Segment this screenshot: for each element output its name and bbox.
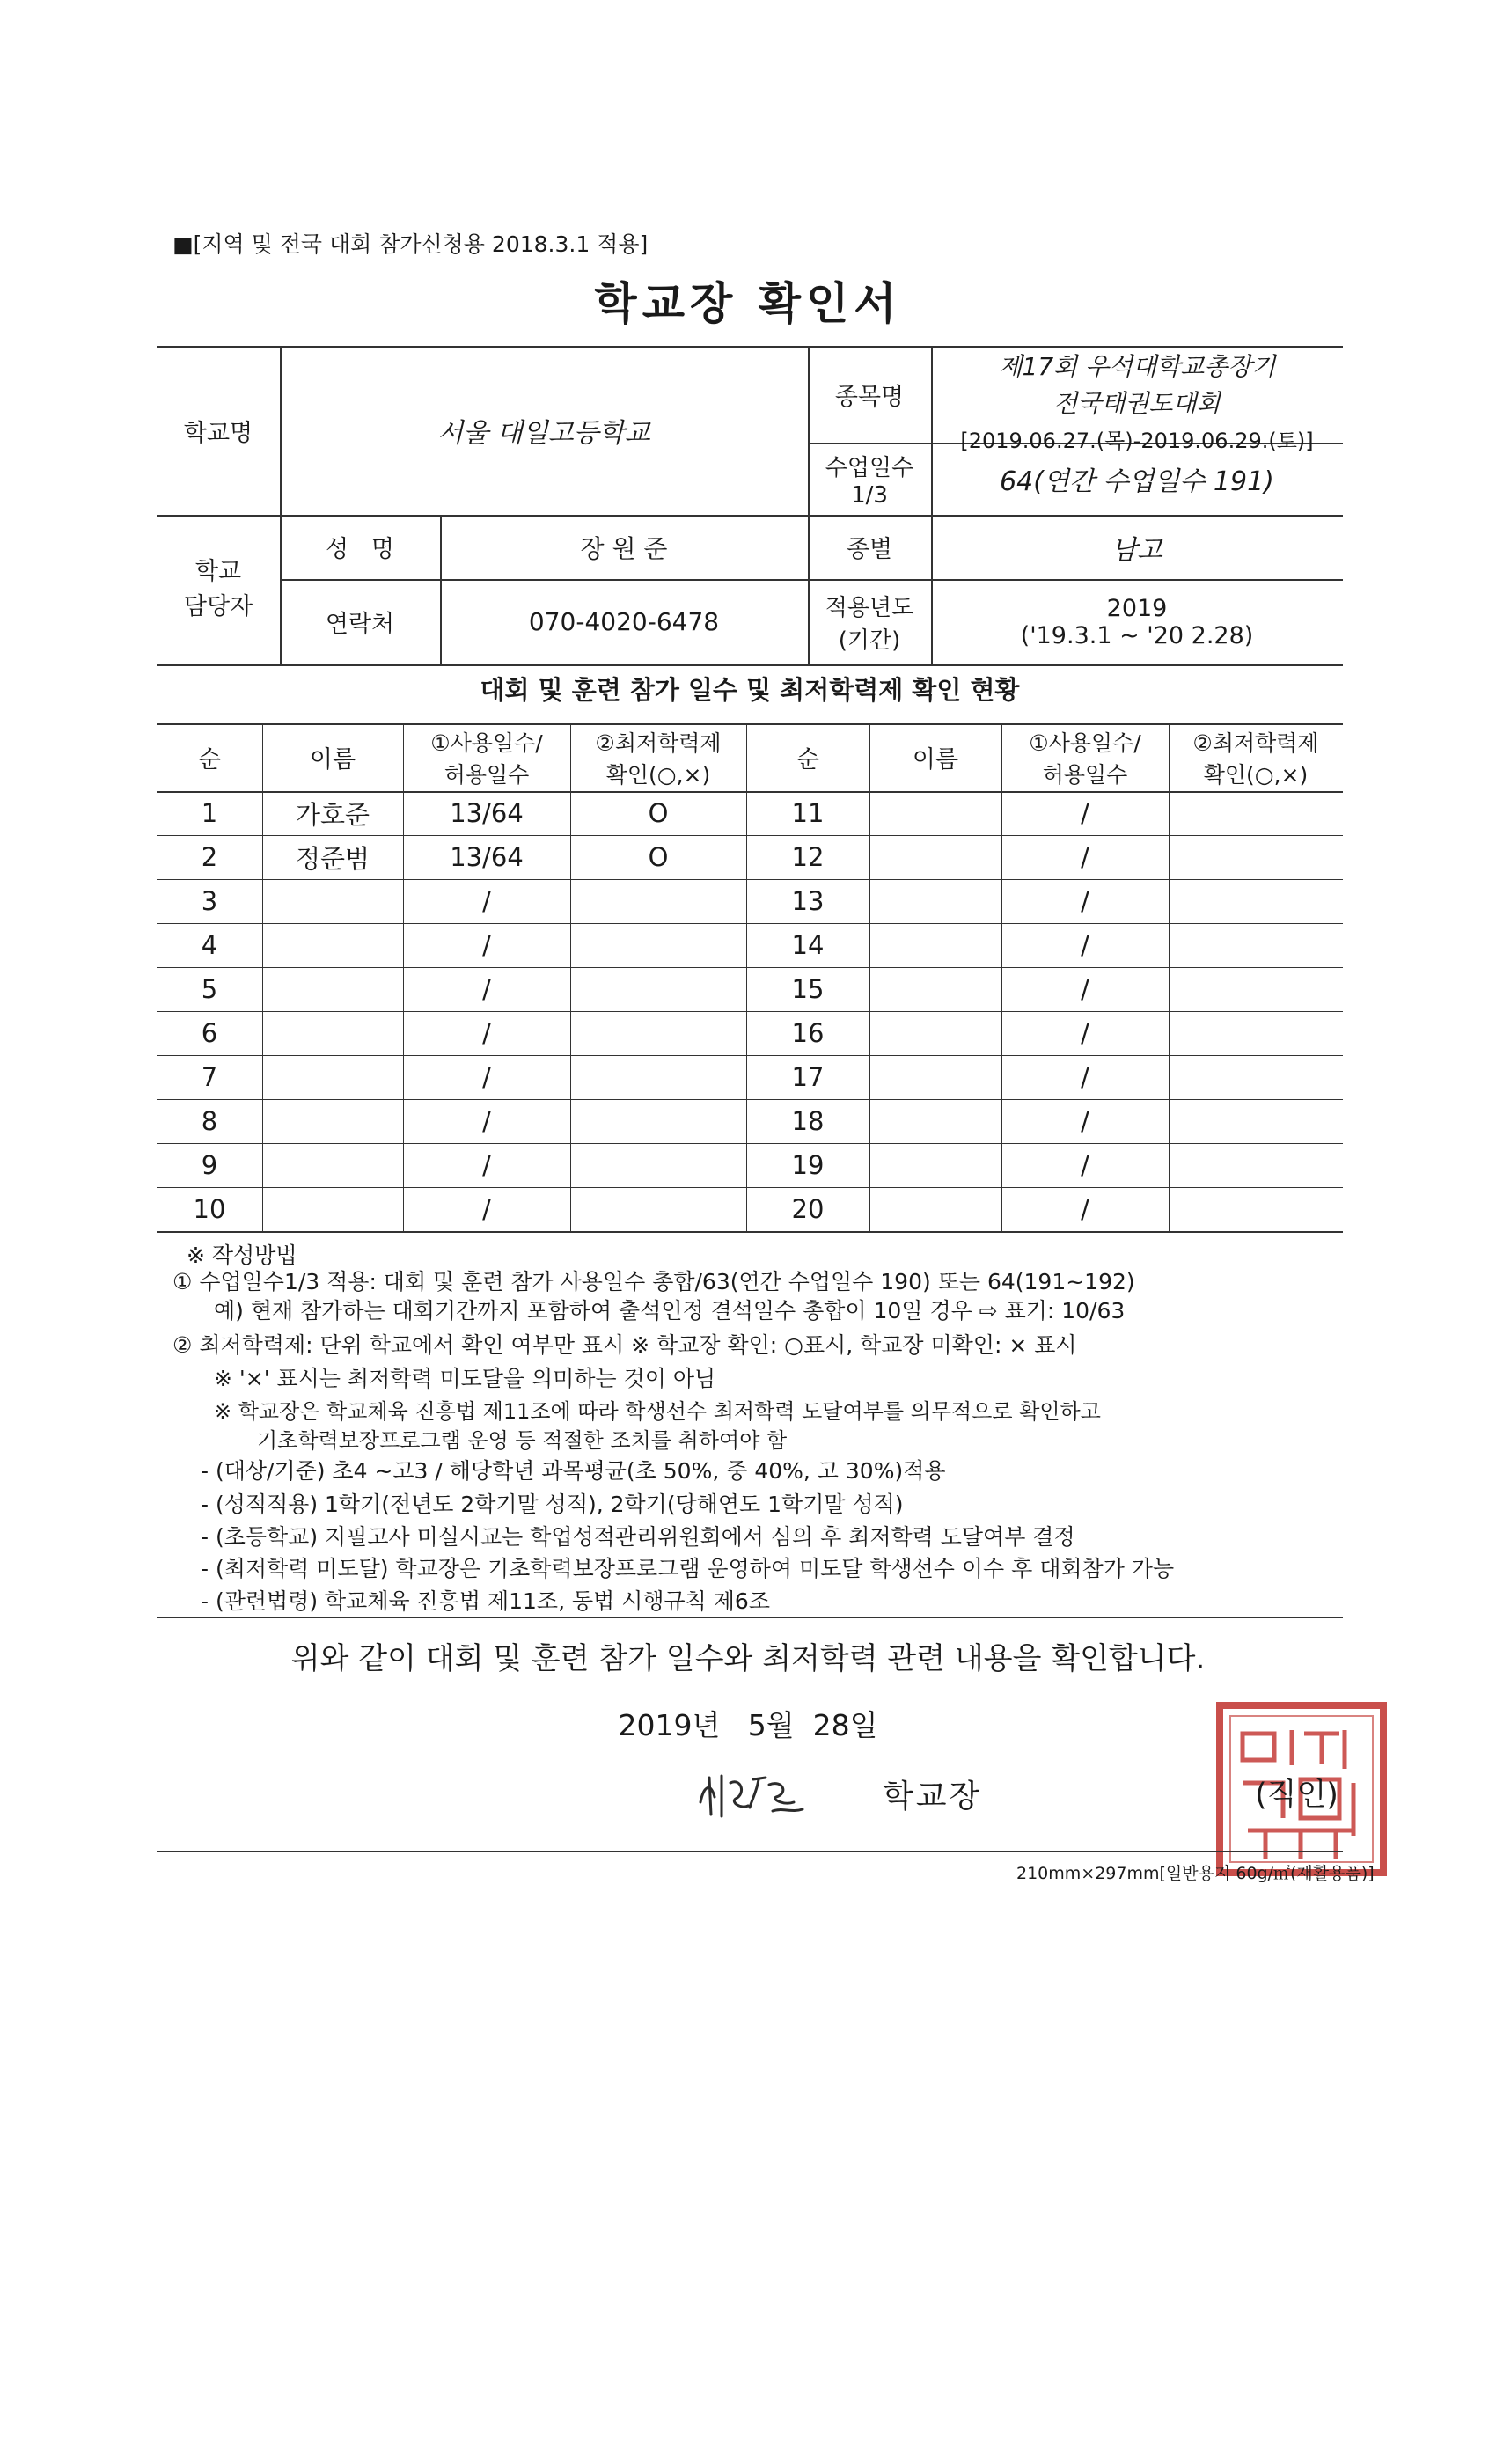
period-value	[931, 579, 1343, 664]
row-seq: 17	[791, 1062, 825, 1092]
row-student-name	[262, 1011, 403, 1055]
col-used-days-header	[403, 723, 570, 791]
row-student-name: 가호준	[295, 799, 370, 830]
col-seq-header: 순	[796, 746, 820, 774]
event-period: [2019.06.27.(목)-2019.06.29.(토)]	[960, 429, 1314, 453]
row-seq: 12	[791, 842, 825, 872]
row-student-name	[869, 1099, 1001, 1143]
row-seq: 2	[201, 842, 218, 872]
instruction-line: ※ '×' 표시는 최저학력 미도달을 의미하는 것이 아님	[214, 1366, 716, 1391]
row-used-days: /	[1081, 1018, 1089, 1048]
period-year: 2019	[1106, 594, 1168, 622]
row-used-days: 13/64	[450, 842, 524, 872]
school-name-label: 학교명	[183, 419, 253, 447]
row-min-academic-check	[570, 1187, 746, 1231]
row-student-name	[869, 1011, 1001, 1055]
col-header-line: 확인(○,×)	[605, 761, 711, 788]
col-header-line: ②최저학력제	[595, 730, 722, 756]
manager-name-label: 성 명	[326, 536, 394, 563]
row-min-academic-check	[570, 1011, 746, 1055]
row-min-academic-check	[1169, 879, 1343, 923]
col-header-line: 허용일수	[1042, 761, 1128, 788]
period-label-line: (기간)	[838, 627, 901, 654]
row-student-name	[869, 1143, 1001, 1187]
gender-label: 종별	[846, 536, 893, 563]
manager-label-line: 담당자	[183, 593, 253, 620]
col-header-line: ②최저학력제	[1192, 730, 1319, 756]
col-min-academic-header	[570, 723, 746, 791]
row-min-academic-check	[570, 967, 746, 1011]
instruction-line: - (최저학력 미도달) 학교장은 기초학력보장프로그램 운영하여 미도달 학생선수 이수 후 대회참가 가능	[201, 1556, 1175, 1581]
row-min-academic-check	[1169, 1187, 1343, 1231]
row-student-name	[869, 1055, 1001, 1099]
row-seq: 3	[201, 886, 218, 916]
form-header-note: ■[지역 및 전국 대회 참가신청용 2018.3.1 적용]	[172, 231, 649, 257]
issue-date: 2019년 5월 28일	[618, 1708, 878, 1742]
row-used-days: /	[482, 1062, 491, 1092]
row-seq: 14	[791, 930, 825, 960]
col-seq-header: 순	[197, 746, 222, 774]
row-student-name: 정준범	[295, 843, 370, 874]
principal-label: 학교장	[883, 1778, 983, 1815]
col-header-line: 허용일수	[444, 761, 530, 788]
col-name-header: 이름	[912, 746, 959, 774]
row-used-days: /	[482, 1194, 491, 1224]
school-name-value: 서울 대일고등학교	[437, 418, 650, 449]
row-used-days: /	[1081, 974, 1089, 1004]
row-seq: 8	[201, 1106, 218, 1136]
row-seq: 7	[201, 1062, 218, 1092]
row-min-academic-check	[1169, 923, 1343, 967]
row-used-days: /	[482, 930, 491, 960]
row-min-academic-check	[570, 1055, 746, 1099]
class-days-label	[808, 443, 931, 515]
period-label	[808, 579, 931, 664]
manager-name-value: 장 원 준	[580, 533, 668, 563]
row-used-days: /	[482, 1150, 491, 1180]
row-seq: 4	[201, 930, 218, 960]
row-used-days: /	[1081, 798, 1089, 828]
manager-contact-label: 연락처	[325, 611, 395, 638]
row-min-academic-check	[1169, 967, 1343, 1011]
class-days-value: 64(연간 수업일수 191)	[1000, 466, 1274, 497]
row-student-name	[262, 1099, 403, 1143]
row-used-days: /	[482, 974, 491, 1004]
row-student-name	[262, 1187, 403, 1231]
row-student-name	[262, 1055, 403, 1099]
row-used-days: /	[1081, 1062, 1089, 1092]
row-student-name	[262, 879, 403, 923]
row-student-name	[869, 1187, 1001, 1231]
row-student-name	[869, 791, 1001, 835]
event-name-line: 전국태권도대회	[1053, 389, 1221, 418]
instruction-line: - (관련법령) 학교체육 진흥법 제11조, 동법 시행규칙 제6조	[201, 1588, 770, 1614]
row-student-name	[869, 879, 1001, 923]
col-header-line: ①사용일수/	[1029, 730, 1141, 756]
paper-spec-footer: 210mm×297mm[일반용지 60g/㎡(재활용품)]	[1016, 1864, 1375, 1883]
row-seq: 18	[791, 1106, 825, 1136]
instruction-line: 예) 현재 참가하는 대회기간까지 포함하여 출석인정 결석일수 총합이 10일 경우 ⇨ 표기: 10/63	[214, 1298, 1126, 1324]
row-seq: 6	[201, 1018, 218, 1048]
row-min-academic-check	[1169, 1055, 1343, 1099]
instruction-line: ※ 학교장은 학교체육 진흥법 제11조에 따라 학생선수 최저학력 도달여부를 의무적으로 확인하고	[214, 1399, 1101, 1424]
row-min-academic-check	[1169, 1011, 1343, 1055]
row-seq: 10	[193, 1194, 226, 1224]
row-seq: 13	[791, 886, 825, 916]
row-used-days: /	[1081, 1106, 1089, 1136]
row-min-academic-check: O	[648, 798, 669, 828]
row-min-academic-check	[570, 1143, 746, 1187]
row-min-academic-check	[1169, 1143, 1343, 1187]
instruction-heading: ※ 작성방법	[187, 1243, 297, 1268]
class-days-label-line: 1/3	[851, 481, 888, 509]
col-min-academic-header	[1169, 723, 1343, 791]
row-min-academic-check	[1169, 835, 1343, 879]
col-header-line: ①사용일수/	[430, 730, 543, 756]
row-min-academic-check	[570, 923, 746, 967]
row-seq: 9	[201, 1150, 218, 1180]
manager-label-line: 학교	[194, 558, 242, 585]
instruction-line: - (초등학교) 지필고사 미실시교는 학업성적관리위원회에서 심의 후 최저학력 도달여부 결정	[201, 1524, 1075, 1550]
status-table-title: 대회 및 훈련 참가 일수 및 최저학력제 확인 현황	[480, 675, 1020, 705]
instruction-line: - (대상/기준) 초4 ~고3 / 해당학년 과목평균(초 50%, 중 40%, 고 30%)적용	[201, 1458, 946, 1484]
manager-contact-value: 070-4020-6478	[528, 607, 720, 636]
row-student-name	[869, 835, 1001, 879]
page-title: 학교장 확인서	[594, 278, 902, 329]
row-used-days: /	[1081, 1150, 1089, 1180]
row-min-academic-check	[1169, 791, 1343, 835]
gender-value: 남고	[1111, 534, 1162, 566]
event-name-line: 제17회 우석대학교총장기	[998, 352, 1276, 381]
row-used-days: /	[1081, 842, 1089, 872]
row-used-days: /	[482, 1018, 491, 1048]
row-used-days: 13/64	[450, 798, 524, 828]
row-used-days: /	[1081, 1194, 1089, 1224]
row-student-name	[869, 923, 1001, 967]
row-seq: 5	[201, 974, 218, 1004]
handwritten-signature	[695, 1767, 810, 1822]
instruction-line: - (성적적용) 1학기(전년도 2학기말 성적), 2학기(당해연도 1학기말 성적)	[201, 1492, 904, 1517]
row-min-academic-check	[1169, 1099, 1343, 1143]
col-used-days-header	[1001, 723, 1169, 791]
seal-label: (직인)	[1255, 1778, 1338, 1813]
manager-label	[157, 515, 280, 664]
event-name-label: 종목명	[834, 383, 905, 411]
instruction-line: 기초학력보장프로그램 운영 등 적절한 조치를 취하여야 함	[257, 1428, 788, 1453]
official-seal	[1213, 1698, 1390, 1880]
instruction-line: ① 수업일수1/3 적용: 대회 및 훈련 참가 사용일수 총합/63(연간 수업일수 190) 또는 64(191~192)	[172, 1269, 1135, 1294]
row-min-academic-check	[570, 1099, 746, 1143]
period-range: ('19.3.1 ~ '20 2.28)	[1020, 621, 1254, 649]
row-seq: 1	[201, 798, 218, 828]
col-header-line: 확인(○,×)	[1203, 761, 1309, 788]
row-seq: 16	[791, 1018, 825, 1048]
row-used-days: /	[1081, 886, 1089, 916]
class-days-label-line: 수업일수	[825, 454, 914, 481]
row-seq: 19	[791, 1150, 825, 1180]
col-name-header: 이름	[309, 746, 356, 774]
row-seq: 11	[791, 798, 825, 828]
event-name-value	[931, 346, 1343, 453]
row-used-days: /	[482, 886, 491, 916]
row-seq: 20	[791, 1194, 825, 1224]
row-student-name	[869, 967, 1001, 1011]
instruction-line: ② 최저학력제: 단위 학교에서 확인 여부만 표시 ※ 학교장 확인: ○표시, 학교장 미확인: × 표시	[172, 1332, 1077, 1358]
row-used-days: /	[1081, 930, 1089, 960]
row-student-name	[262, 923, 403, 967]
row-student-name	[262, 967, 403, 1011]
confirmation-statement: 위와 같이 대회 및 훈련 참가 일수와 최저학력 관련 내용을 확인합니다.	[290, 1641, 1206, 1676]
row-seq: 15	[791, 974, 825, 1004]
row-min-academic-check: O	[648, 842, 669, 872]
period-label-line: 적용년도	[825, 594, 914, 621]
row-min-academic-check	[570, 879, 746, 923]
row-student-name	[262, 1143, 403, 1187]
row-used-days: /	[482, 1106, 491, 1136]
